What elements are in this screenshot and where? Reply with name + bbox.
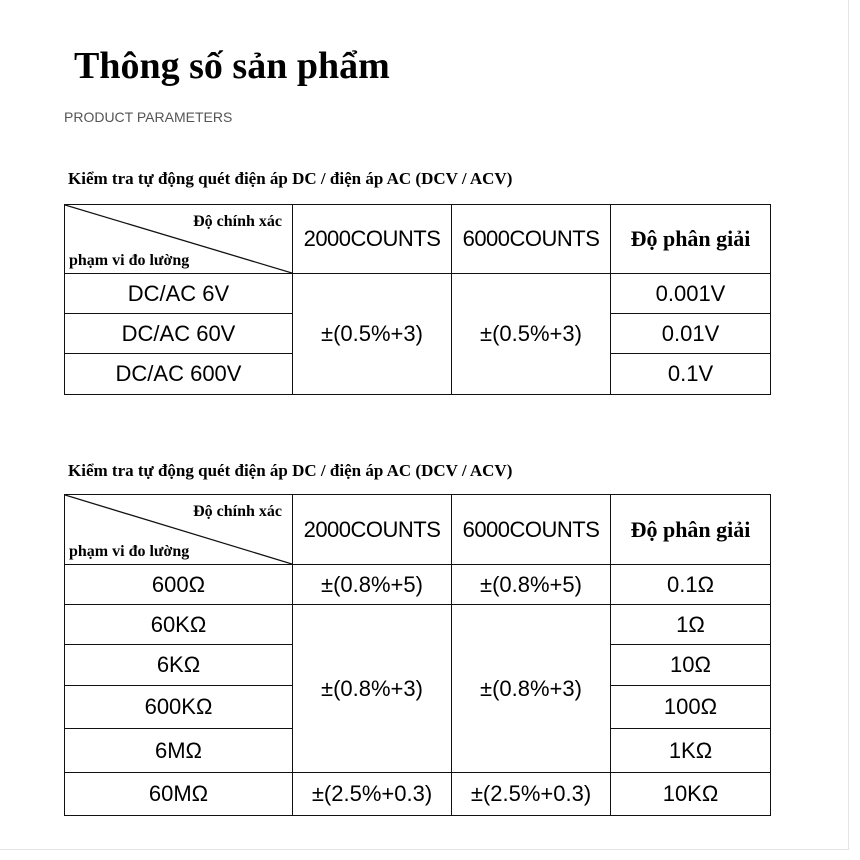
col-6000-counts: 6000COUNTS bbox=[452, 205, 611, 274]
range-cell: 6MΩ bbox=[65, 729, 293, 773]
table2-caption: Kiểm tra tự động quét điện áp DC / điện áp AC (DCV / ACV) bbox=[68, 461, 513, 480]
accuracy-6000-cell: ±(2.5%+0.3) bbox=[452, 773, 611, 816]
range-cell: 600KΩ bbox=[65, 686, 293, 729]
resolution-cell: 0.001V bbox=[611, 274, 771, 314]
col-resolution: Độ phân giải bbox=[611, 495, 771, 565]
table2-diagonal-header bbox=[65, 495, 293, 565]
accuracy-6000-cell: ±(0.8%+3) bbox=[452, 605, 611, 773]
table1-header-row bbox=[65, 205, 771, 274]
table-row bbox=[65, 605, 771, 645]
range-cell: 60MΩ bbox=[65, 773, 293, 816]
resolution-cell: 1KΩ bbox=[611, 729, 771, 773]
voltage-spec-table bbox=[64, 204, 771, 395]
resolution-cell: 0.1Ω bbox=[611, 565, 771, 605]
accuracy-label: Độ chính xác bbox=[193, 503, 282, 520]
range-label: phạm vi đo lường bbox=[69, 543, 190, 560]
range-cell: DC/AC 6V bbox=[65, 274, 293, 314]
resolution-cell: 0.01V bbox=[611, 314, 771, 354]
table2-header-row bbox=[65, 495, 771, 565]
accuracy-label: Độ chính xác bbox=[193, 213, 282, 230]
resolution-cell: 10Ω bbox=[611, 645, 771, 686]
range-cell: DC/AC 600V bbox=[65, 354, 293, 395]
accuracy-2000-cell: ±(0.8%+3) bbox=[293, 605, 452, 773]
resistance-spec-table bbox=[64, 494, 771, 816]
resolution-cell: 100Ω bbox=[611, 686, 771, 729]
table-row bbox=[65, 773, 771, 816]
col-2000-counts: 2000COUNTS bbox=[293, 205, 452, 274]
range-label: phạm vi đo lường bbox=[69, 252, 190, 269]
range-cell: 6KΩ bbox=[65, 645, 293, 686]
frame-border-right bbox=[848, 0, 849, 850]
accuracy-6000-cell: ±(0.8%+5) bbox=[452, 565, 611, 605]
range-cell: 600Ω bbox=[65, 565, 293, 605]
resolution-cell: 1Ω bbox=[611, 605, 771, 645]
table-row bbox=[65, 565, 771, 605]
range-cell: 60KΩ bbox=[65, 605, 293, 645]
page-title: Thông số sản phẩm bbox=[74, 45, 390, 87]
table-row bbox=[65, 274, 771, 314]
col-2000-counts: 2000COUNTS bbox=[293, 495, 452, 565]
resolution-cell: 10KΩ bbox=[611, 773, 771, 816]
table1-caption: Kiểm tra tự động quét điện áp DC / điện áp AC (DCV / ACV) bbox=[68, 169, 513, 188]
frame-border-bottom bbox=[0, 849, 849, 850]
col-6000-counts: 6000COUNTS bbox=[452, 495, 611, 565]
page-subtitle: PRODUCT PARAMETERS bbox=[64, 109, 233, 125]
col-resolution: Độ phân giải bbox=[611, 205, 771, 274]
resolution-cell: 0.1V bbox=[611, 354, 771, 395]
accuracy-2000-cell: ±(2.5%+0.3) bbox=[293, 773, 452, 816]
accuracy-2000-cell: ±(0.5%+3) bbox=[293, 274, 452, 395]
accuracy-2000-cell: ±(0.8%+5) bbox=[293, 565, 452, 605]
range-cell: DC/AC 60V bbox=[65, 314, 293, 354]
accuracy-6000-cell: ±(0.5%+3) bbox=[452, 274, 611, 395]
table1-diagonal-header bbox=[65, 205, 293, 274]
